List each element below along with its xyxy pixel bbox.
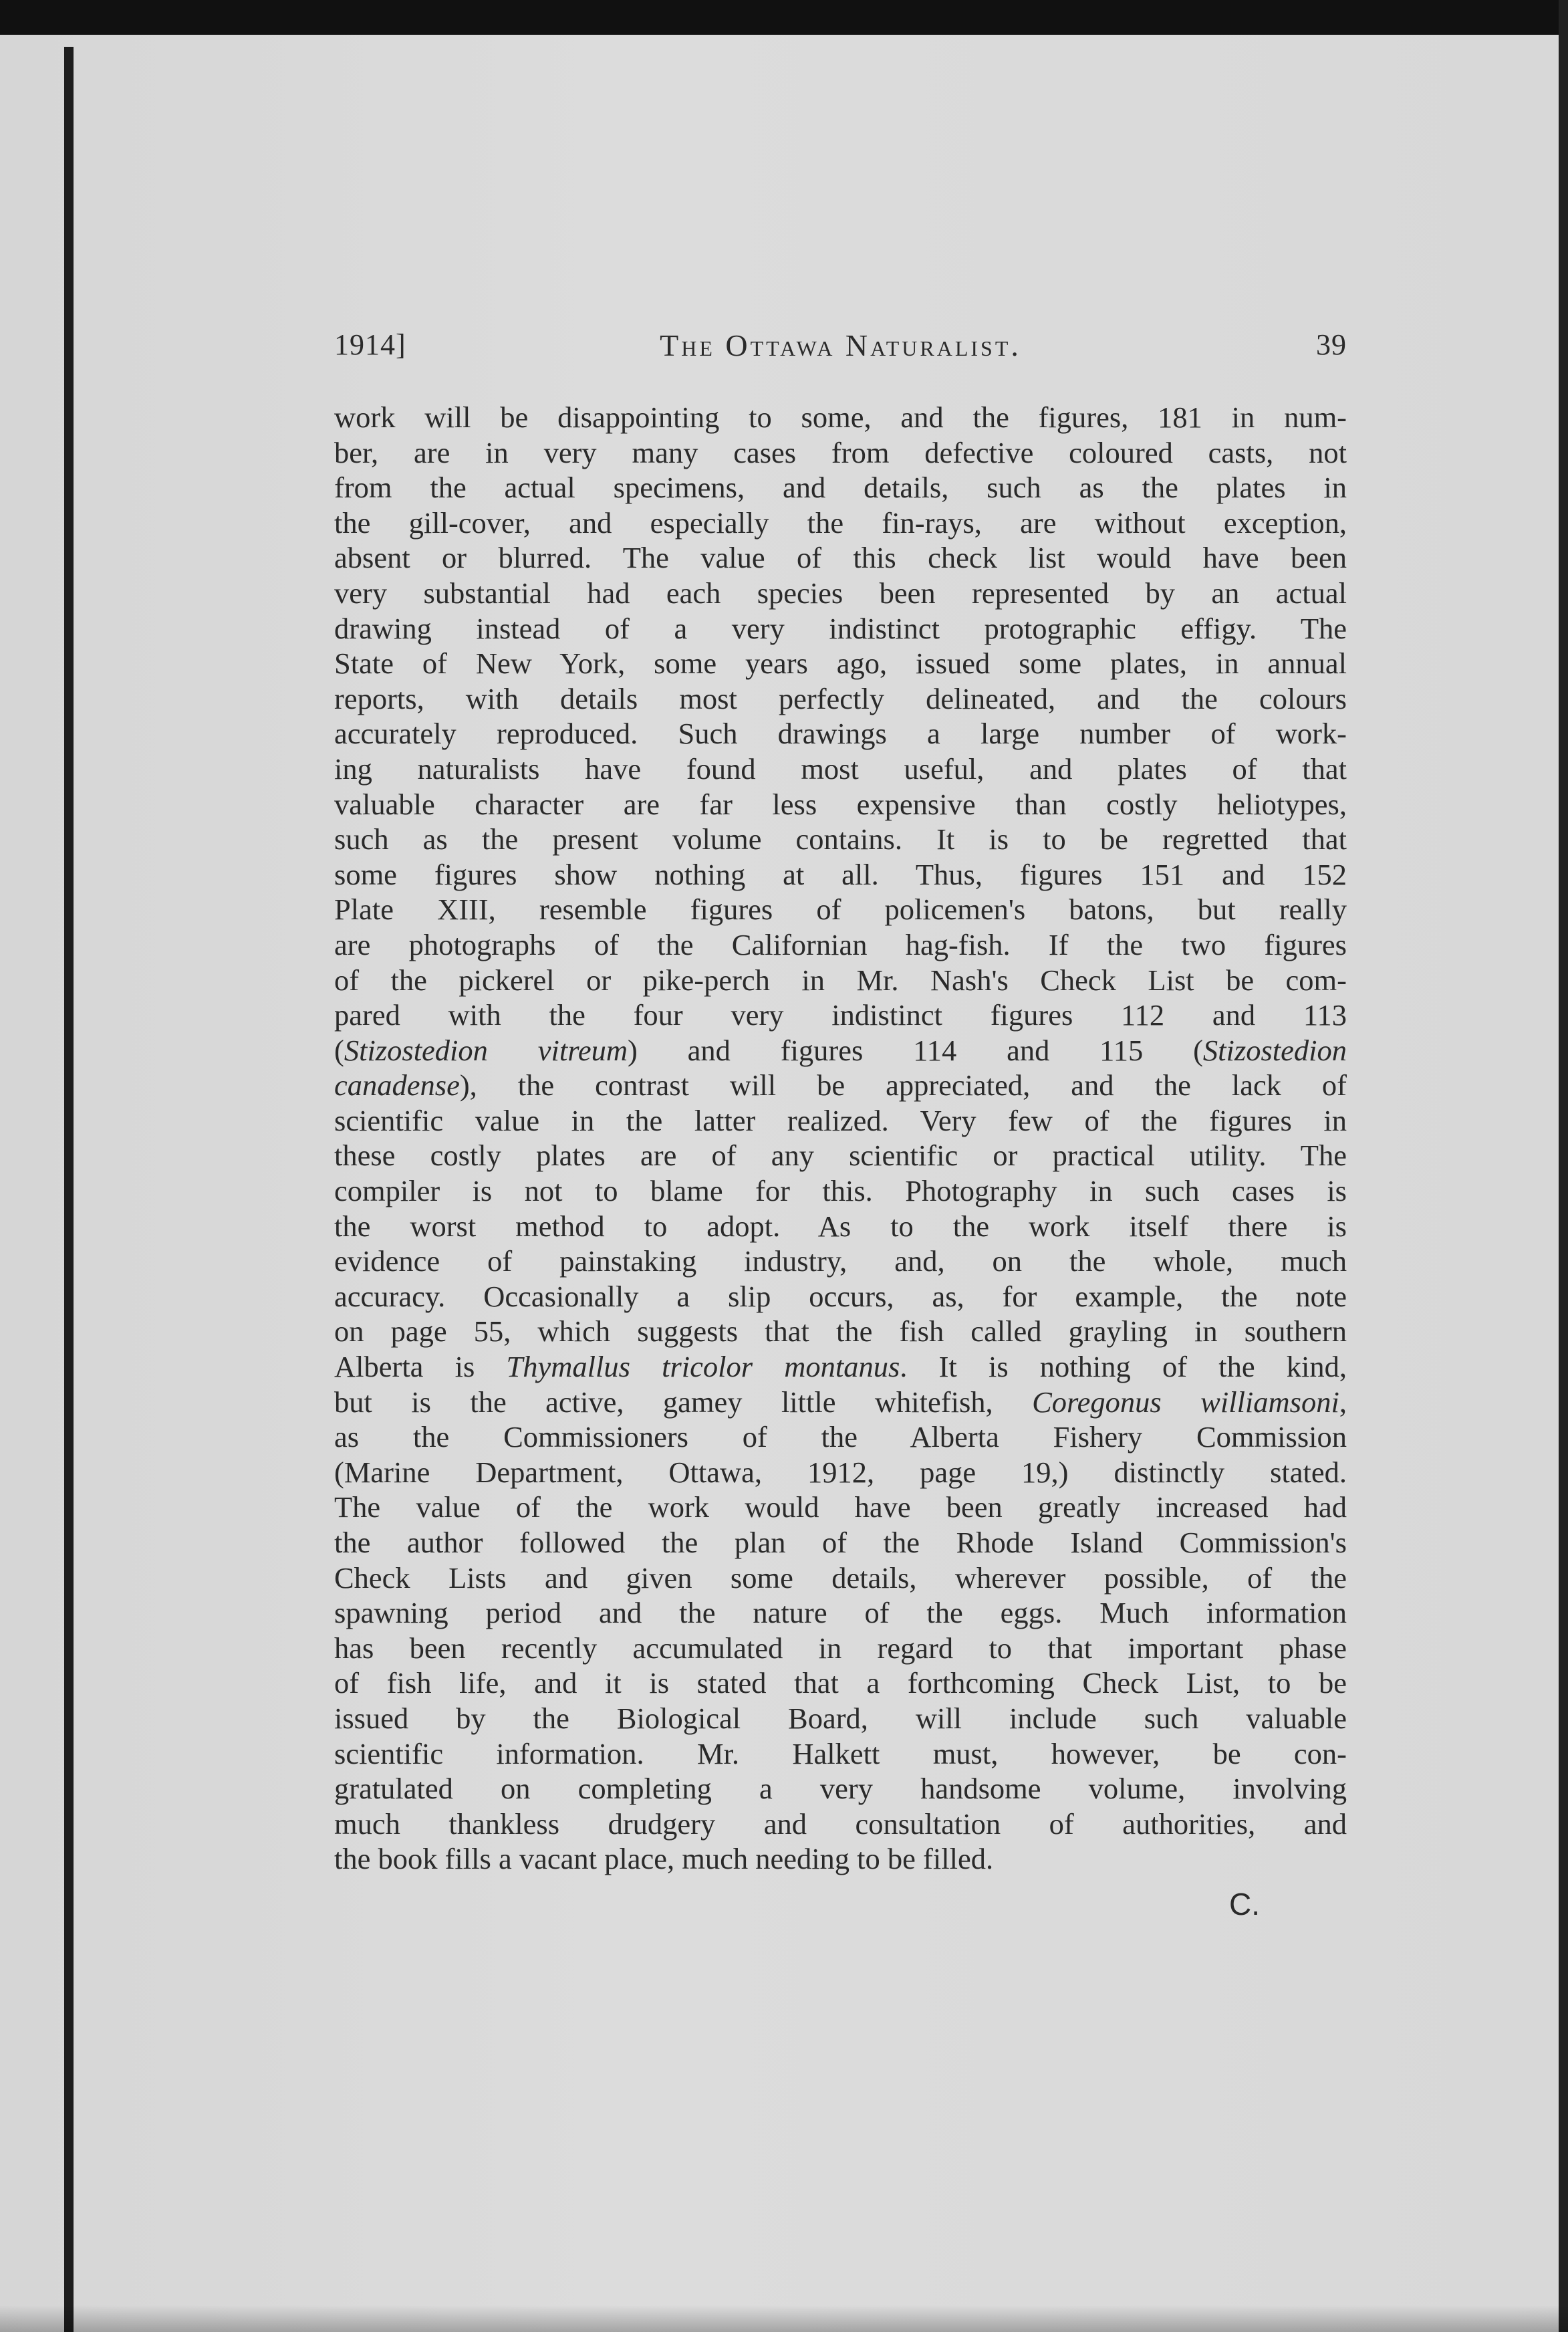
body-line: pared with the four very indistinct figures 112 and 113	[334, 998, 1347, 1032]
body-line: The value of the work would have been greatly increased had	[334, 1490, 1347, 1524]
header-journal-title: The Ottawa Naturalist.	[660, 328, 1021, 362]
body-line: the author followed the plan of the Rhode Island Commission's	[334, 1526, 1347, 1559]
running-header	[334, 328, 1347, 374]
body-line: drawing instead of a very indistinct protographic effigy. The	[334, 611, 1347, 645]
body-line: some figures show nothing at all. Thus, figures 151 and 152	[334, 857, 1347, 891]
scan-top-border	[0, 0, 1568, 35]
body-line: (Marine Department, Ottawa, 1912, page 19,) distinctly stated.	[334, 1455, 1347, 1489]
body-line: spawning period and the nature of the eggs. Much information	[334, 1596, 1347, 1630]
body-line: as the Commissioners of the Alberta Fishery Commission	[334, 1420, 1347, 1454]
body-line: much thankless drudgery and consultation of authorities, and	[334, 1806, 1347, 1841]
article-body	[334, 400, 1347, 1877]
body-line: ing naturalists have found most useful, and plates of that	[334, 751, 1347, 786]
scan-right-border	[1559, 0, 1568, 2332]
body-line: absent or blurred. The value of this check list would have been	[334, 541, 1347, 575]
body-line: work will be disappointing to some, and the figures, 181 in num-	[334, 400, 1347, 434]
body-line: gratulated on completing a very handsome volume, involving	[334, 1772, 1347, 1806]
body-line: the book fills a vacant place, much needing to be filled.	[334, 1842, 994, 1876]
body-line: State of New York, some years ago, issued some plates, in annual	[334, 647, 1347, 681]
body-line: of the pickerel or pike-perch in Mr. Nash's Check List be com-	[334, 963, 1347, 997]
body-line: scientific information. Mr. Halkett must, however, be con-	[334, 1736, 1347, 1770]
body-line: Plate XIII, resemble figures of policemen's batons, but really	[334, 893, 1347, 927]
body-line: on page 55, which suggests that the fish called grayling in southern	[334, 1314, 1347, 1349]
body-line: the gill-cover, and especially the fin-rays, are without exception,	[334, 505, 1347, 540]
body-line: of fish life, and it is stated that a forthcoming Check List, to be	[334, 1666, 1347, 1700]
page-content	[334, 328, 1347, 1922]
body-line: are photographs of the Californian hag-fish. If the two figures	[334, 927, 1347, 961]
body-line: compiler is not to blame for this. Photography in such cases is	[334, 1174, 1347, 1208]
body-line: has been recently accumulated in regard to that important phase	[334, 1631, 1347, 1665]
author-signature: C.	[1229, 1886, 1260, 1921]
body-line: these costly plates are of any scientific or practical utility. The	[334, 1139, 1347, 1173]
scan-bottom-shadow	[0, 2305, 1568, 2332]
body-line: but is the active, gamey little whitefish, Coregonus williamsoni,	[334, 1385, 1347, 1419]
body-line: very substantial had each species been represented by an actual	[334, 576, 1347, 610]
body-line: Alberta is Thymallus tricolor montanus. It is nothing of the kind,	[334, 1350, 1347, 1384]
body-line: issued by the Biological Board, will include such valuable	[334, 1701, 1347, 1735]
body-line: scientific value in the latter realized. Very few of the figures in	[334, 1103, 1347, 1137]
body-line: (Stizostedion vitreum) and figures 114 and 115 (Stizostedion	[334, 1033, 1347, 1067]
body-line: accurately reproduced. Such drawings a large number of work-	[334, 717, 1347, 751]
body-line: evidence of painstaking industry, and, on the whole, much	[334, 1244, 1347, 1278]
body-line: Check Lists and given some details, wherever possible, of the	[334, 1560, 1347, 1595]
body-line: reports, with details most perfectly delineated, and the colours	[334, 681, 1347, 715]
body-line: such as the present volume contains. It is to be regretted that	[334, 822, 1347, 856]
body-line: ber, are in very many cases from defective coloured casts, not	[334, 435, 1347, 469]
binding-edge	[64, 47, 74, 2332]
body-line: from the actual specimens, and details, such as the plates in	[334, 471, 1347, 505]
body-line: canadense), the contrast will be appreciated, and the lack of	[334, 1068, 1347, 1102]
body-line: valuable character are far less expensive than costly heliotypes,	[334, 787, 1347, 821]
body-line: the worst method to adopt. As to the work itself there is	[334, 1209, 1347, 1243]
body-line: accuracy. Occasionally a slip occurs, as, for example, the note	[334, 1279, 1347, 1313]
header-page-number: 39	[1316, 328, 1347, 361]
header-year: 1914]	[334, 328, 406, 361]
